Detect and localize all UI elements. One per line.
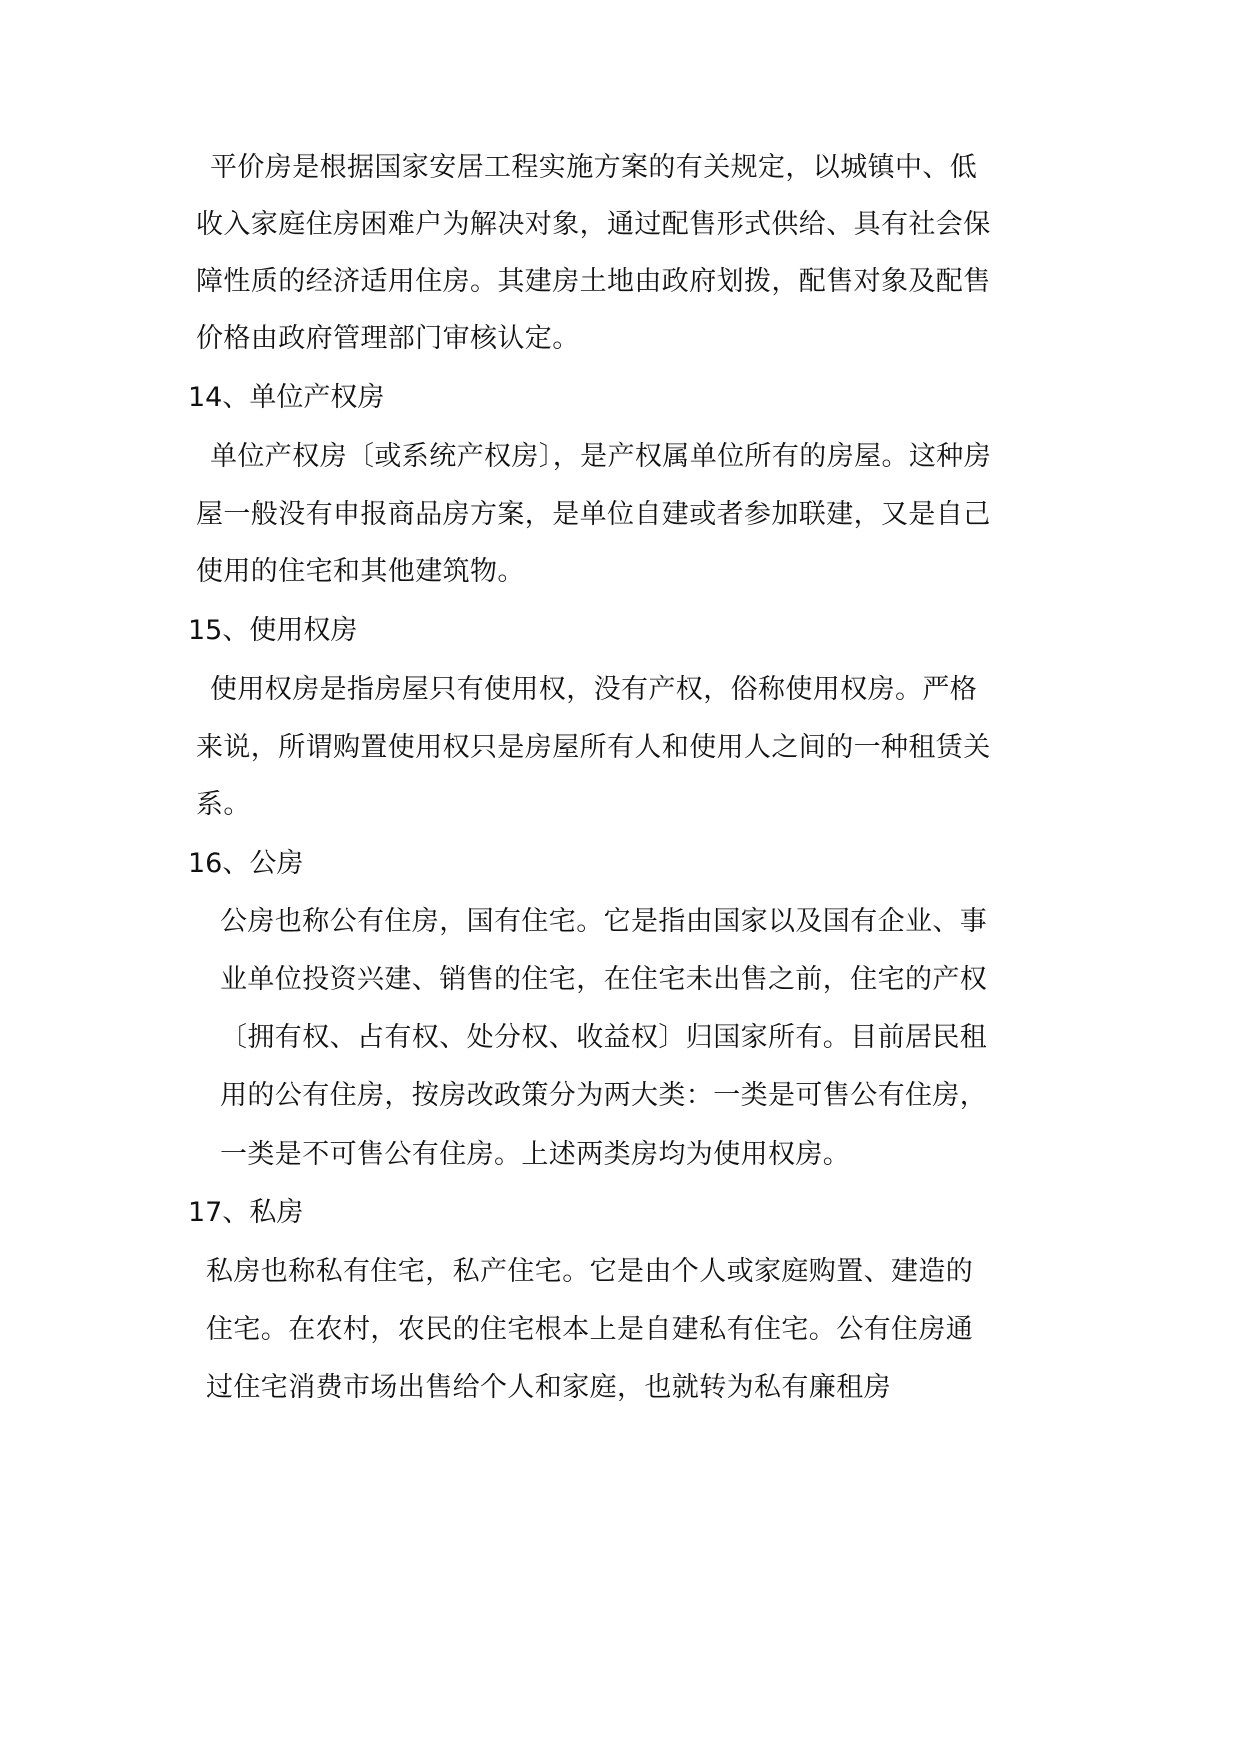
section-heading-14: 14、单位产权房 — [188, 382, 385, 413]
section-16-line-2: 业单位投资兴建、销售的住宅，在住宅未出售之前，住宅的产权 — [220, 964, 988, 995]
section-14-line-2: 屋一般没有申报商品房方案，是单位自建或者参加联建，又是自己 — [196, 499, 991, 530]
section-16-line-4: 用的公有住房，按房改政策分为两大类：一类是可售公有住房， — [220, 1080, 988, 1111]
intro-line-1: 平价房是根据国家安居工程实施方案的有关规定，以城镇中、低 — [210, 152, 978, 183]
section-heading-16: 16、公房 — [188, 848, 304, 879]
intro-line-3: 障性质的经济适用住房。其建房土地由政府划拨，配售对象及配售 — [196, 266, 991, 297]
section-16-line-1: 公房也称公有住房，国有住宅。它是指由国家以及国有企业、事 — [220, 906, 988, 937]
section-17-line-1: 私房也称私有住宅，私产住宅。它是由个人或家庭购置、建造的 — [206, 1256, 974, 1287]
section-heading-17: 17、私房 — [188, 1197, 304, 1228]
intro-line-2: 收入家庭住房困难户为解决对象，通过配售形式供给、具有社会保 — [196, 209, 991, 240]
section-16-line-5: 一类是不可售公有住房。上述两类房均为使用权房。 — [220, 1139, 851, 1170]
section-15-line-1: 使用权房是指房屋只有使用权，没有产权，俗称使用权房。严格 — [210, 674, 978, 705]
section-14-line-1: 单位产权房〔或系统产权房〕，是产权属单位所有的房屋。这种房 — [210, 441, 992, 472]
section-14-line-3: 使用的住宅和其他建筑物。 — [196, 556, 525, 587]
section-15-line-3: 系。 — [196, 789, 251, 820]
section-17-line-3: 过住宅消费市场出售给个人和家庭，也就转为私有廉租房 — [206, 1372, 891, 1403]
section-heading-15: 15、使用权房 — [188, 615, 358, 646]
section-15-line-2: 来说，所谓购置使用权只是房屋所有人和使用人之间的一种租赁关 — [196, 732, 991, 763]
intro-line-4: 价格由政府管理部门审核认定。 — [196, 323, 580, 354]
section-17-line-2: 住宅。在农村，农民的住宅根本上是自建私有住宅。公有住房通 — [206, 1314, 974, 1345]
section-16-line-3: 〔拥有权、占有权、处分权、收益权〕归国家所有。目前居民租 — [220, 1022, 988, 1053]
